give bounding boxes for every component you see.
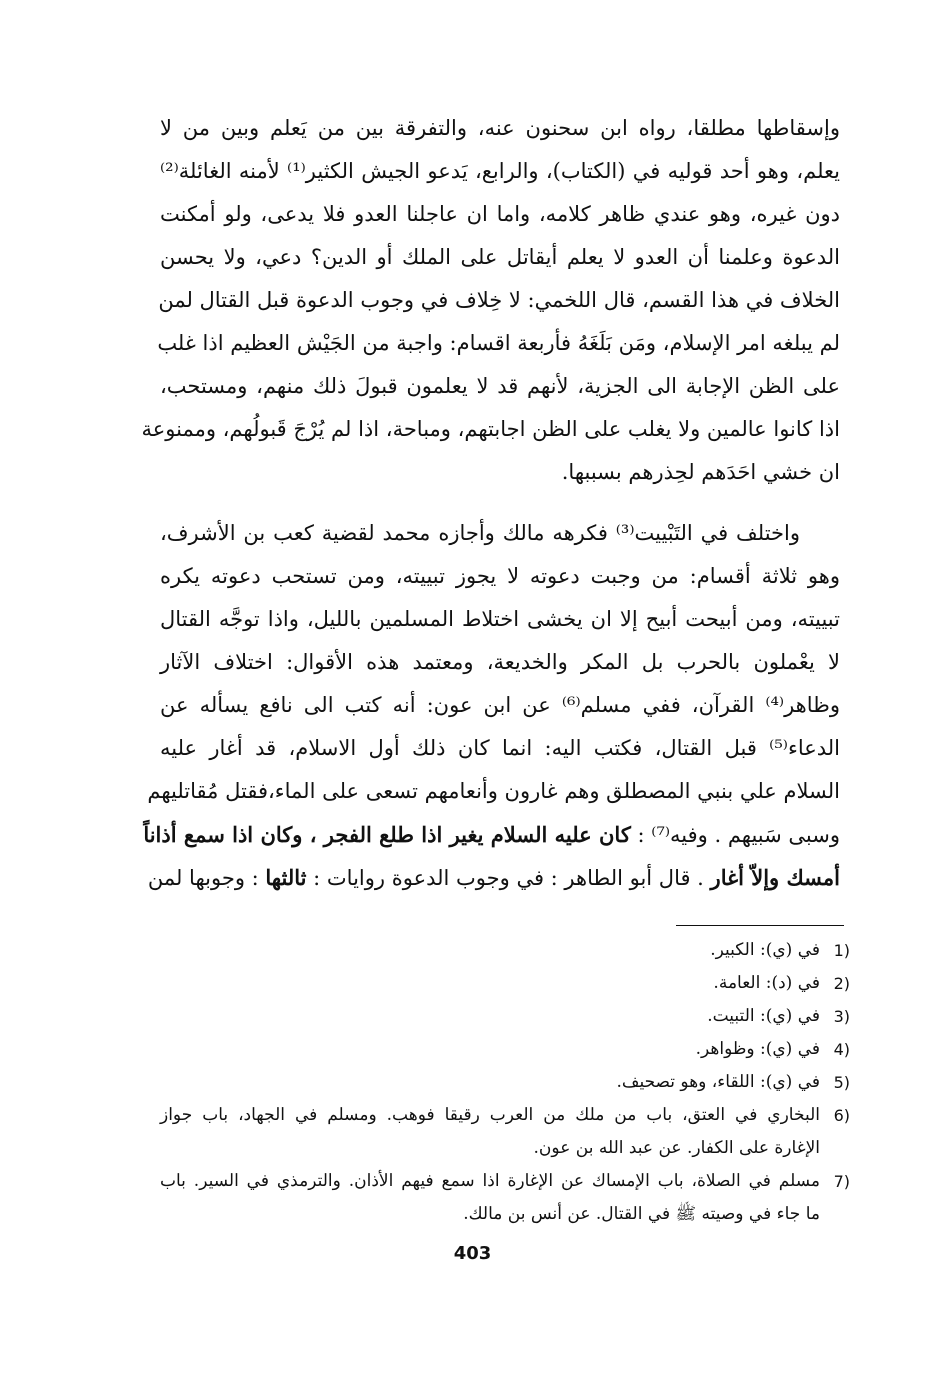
footnote-text: في (ي): الكبير. [710,940,820,960]
footnote-text: في (ي): التبيت. [707,1006,820,1026]
footnote-number: 5) [833,1073,850,1092]
text-line: وظاهر⁽⁴⁾ القرآن، ففي مسلم⁽⁶⁾ عن ابن عون: أنه كتب الى نافع يسأله عن [160,693,840,717]
text-line: لا يعْملون بالحرب بل المكر والخديعة، ومعتمد هذه الأقوال: اختلاف الآثار [160,650,840,674]
footnote-text: ما جاء في وصيته ﷺ في القتال. عن أنس بن مالك. [463,1204,820,1224]
text-line: الخلاف في هذا القسم، قال اللخمي: لا خِلاف في وجوب الدعوة قبل القتال لمن [158,288,840,312]
text-line: دون غيره، وهو عندي ظاهر كلامه، واما ان عاجلنا العدو فلا يدعى، ولو أمكنت [160,202,840,226]
text-line: واختلف في التَبْييت⁽³⁾ فكرهه مالك وأجازه محمد لقضية كعب بن الأشرف، [160,521,800,545]
text-line: وإسقاطها مطلقا، رواه ابن سحنون عنه، والتفرقة بين من يَعلم وبين من لا [160,116,840,140]
text-line: اذا كانوا عالمين ولا يغلب على الظن اجابتهم، ومباحة، اذا لم يُرْجَ قَبولُهم، وممنوعة [141,417,840,441]
footnote-text: في (ي): اللقاء، وهو تصحيف. [616,1072,820,1092]
footnote-number: 1) [833,941,850,960]
text-line: السلام علي بنبي المصطلق وهم غارون وأنعامهم تسعى على الماء،فقتل مُقاتليهم [147,779,840,803]
footnote-number: 7) [833,1172,850,1191]
footnote-1 [160,934,850,967]
text-line: لم يبلغه امر الإسلام، ومَن بَلَغَهُ فأربعة اقسام: واجبة من الجَيْش العظيم اذا غلب [157,331,840,355]
paragraph-1 [141,107,841,494]
footnote-5 [160,1066,850,1099]
footnote-text: الإغارة على الكفار. عن عبد الله بن عون. [533,1138,820,1158]
text-line: يعلم، وهو أحد قوليه في (الكتاب)، والرابع، يَدعو الجيش الكثير⁽¹⁾ لأمنه الغائلة⁽²⁾ [160,159,841,183]
text-line: تبييته، ومن أبيحت أبيح إلا ان يخشى اختلاط المسلمين بالليل، واذا توجَّه القتال [160,607,840,631]
footnote-text: في (ي): وظواهر. [695,1039,820,1059]
footnote-text: مسلم في الصلاة، باب الإمساك عن الإغارة اذا سمع فيهم الأذان. والترمذي في السير. باب [160,1171,820,1191]
footnote-4 [160,1033,850,1066]
text-line: ان خشي احَدَهم لحِذرهم بسببها. [561,460,840,484]
footnote-2 [160,967,850,1000]
text-line: الدعاء⁽⁵⁾ قبل القتال، فكتب اليه: انما كان ذلك أول الاسلام، قد أغار عليه [160,736,840,760]
footnote-divider [676,925,844,926]
footnote-6 [160,1099,850,1165]
text-line: الدعوة وعلمنا أن العدو لا يعلم أيقاتل على الملك أو الدين؟ دعي، ولا يحسن [160,245,840,269]
page-number: 403 [453,1243,492,1264]
footnote-text: في (د): العامة. [713,973,820,993]
footnotes [160,934,850,1231]
hadith-quote: كان عليه السلام يغير اذا طلع الفجر ، وكان اذا سمع أذاناً [143,822,631,847]
footnote-number: 3) [833,1007,850,1026]
text-line-with-quote [147,856,840,899]
text-run: : وجوبها لمن [147,866,259,890]
footnote-number: 6) [833,1106,850,1125]
footnote-number: 4) [833,1040,850,1059]
footnote-7 [160,1165,850,1231]
bold-term: ثالثها [265,865,307,890]
hadith-quote-end: أمسك وإلاّ أغار [710,865,840,890]
text-line: على الظن الإجابة الى الجزية، لأنهم قد لا يعلمون قبولَ ذلك منهم، ومستحب، [160,374,840,398]
text-line-with-quote [143,813,840,856]
footnote-number: 2) [833,974,850,993]
footnote-text: البخاري في العتق، باب من ملك من العرب رقيقا فوهب. ومسلم في الجهاد، باب جواز [160,1105,820,1125]
text-run: وسبى سَبيهم . وفيه⁽⁷⁾ : [637,823,840,847]
text-line: وهو ثلاثة أقسام: من وجبت دعوته لا يجوز تبييته، ومن تستحب دعوته يكره [160,564,840,588]
paragraph-2 [143,512,840,899]
text-run: . قال أبو الطاهر : في وجوب الدعوة روايات : [313,866,704,890]
footnote-3 [160,1000,850,1033]
